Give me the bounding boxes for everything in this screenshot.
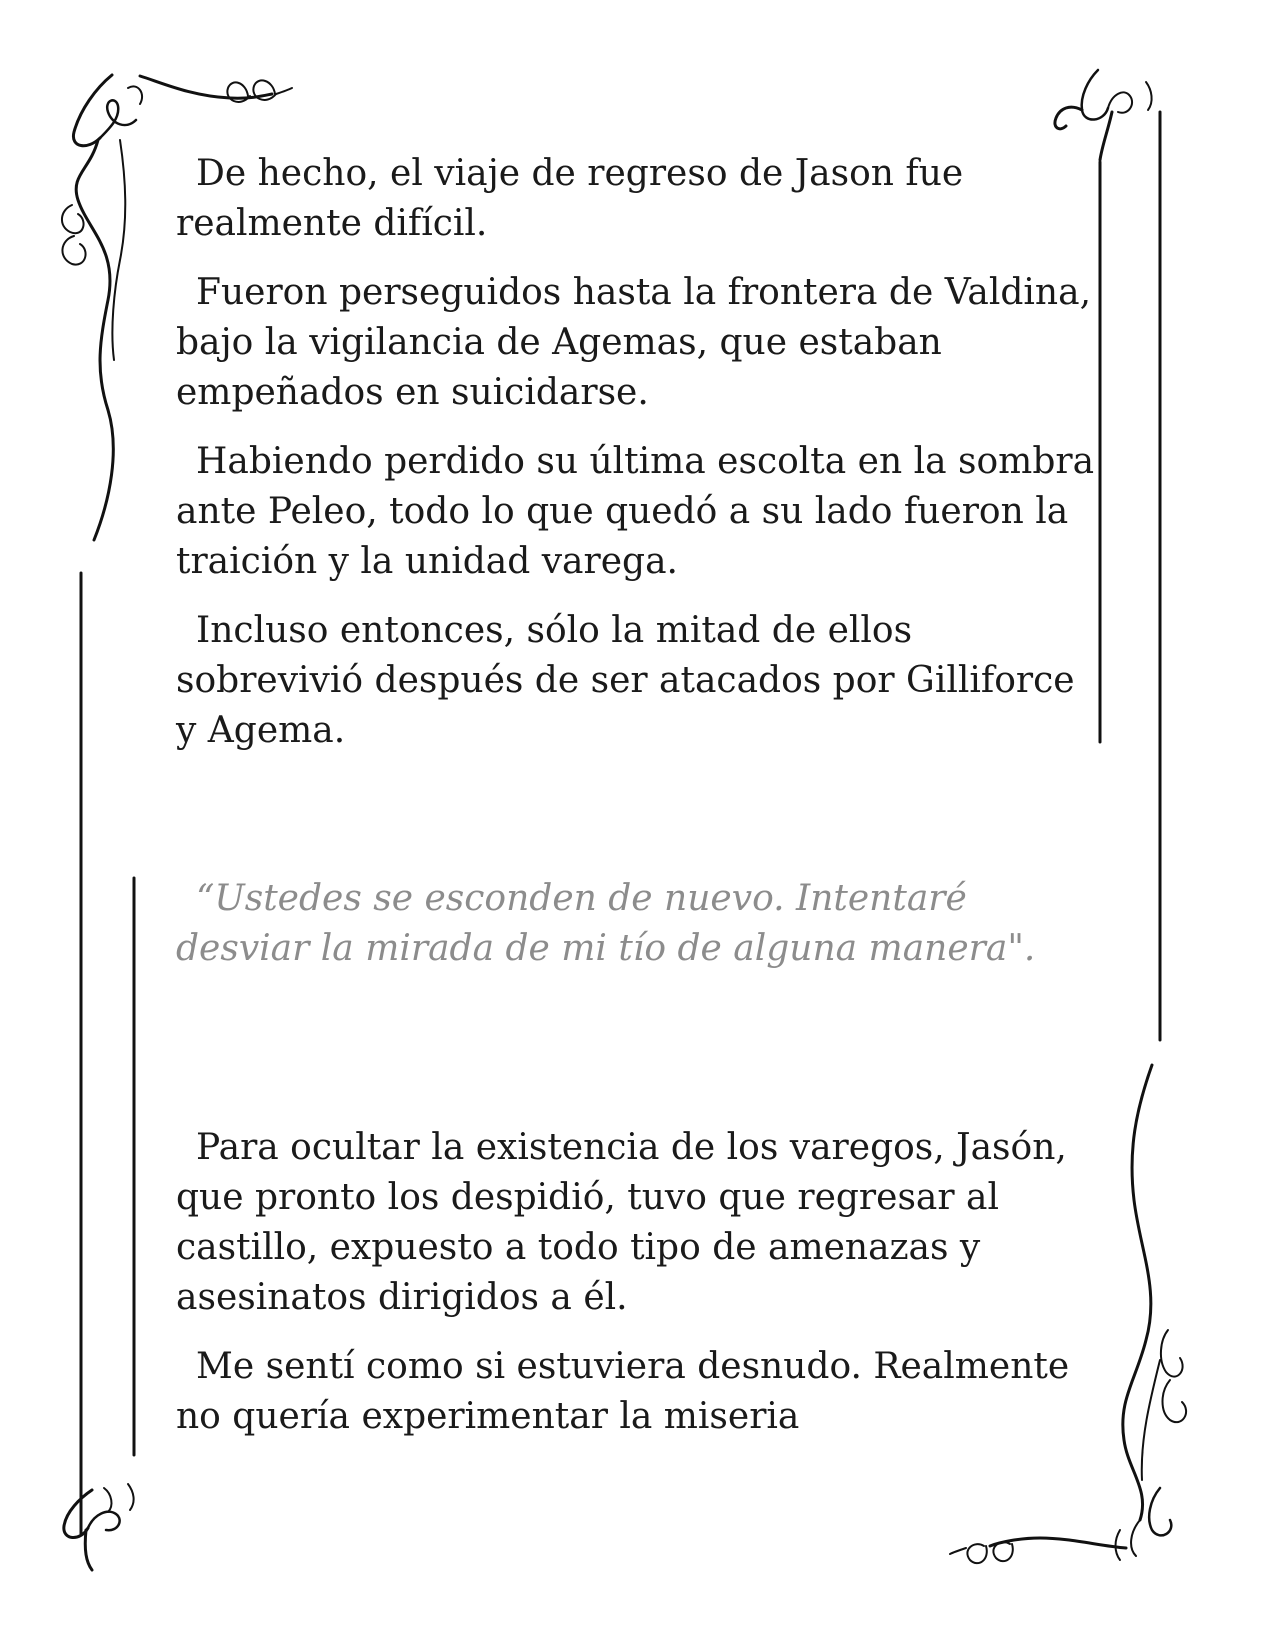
dialogue-quote: “Ustedes se esconden de nuevo. Intentaré desviar la mirada de mi tío de alguna manera". [176, 878, 1036, 969]
narrative-section-bottom [176, 1123, 1096, 1442]
paragraph-3: Habiendo perdido su última escolta en la sombra ante Peleo, todo lo que quedó a su lado fueron la traición y la unidad varega. [176, 441, 1095, 582]
paragraph-6: Me sentí como si estuviera desnudo. Realmente no quería experimentar la miseria [176, 1346, 1070, 1437]
paragraph-1: De hecho, el viaje de regreso de Jason fue realmente difícil. [176, 153, 964, 244]
top-right-flourish-icon [1055, 70, 1152, 160]
paragraph-5: Para ocultar la existencia de los varegos, Jasón, que pronto los despidió, tuvo que regresar al castillo, expuesto a todo tipo de amenazas y asesinatos dirigidos a él. [176, 1127, 1067, 1318]
paragraph-2: Fueron perseguidos hasta la frontera de Valdina, bajo la vigilancia de Agemas, que estaban empeñados en suicidarse. [176, 272, 1092, 413]
narrative-section-top [176, 149, 1096, 756]
bottom-left-flourish-icon [64, 1484, 134, 1570]
paragraph-4: Incluso entonces, sólo la mitad de ellos sobrevivió después de ser atacados por Gilliforce y Agema. [176, 610, 1075, 751]
